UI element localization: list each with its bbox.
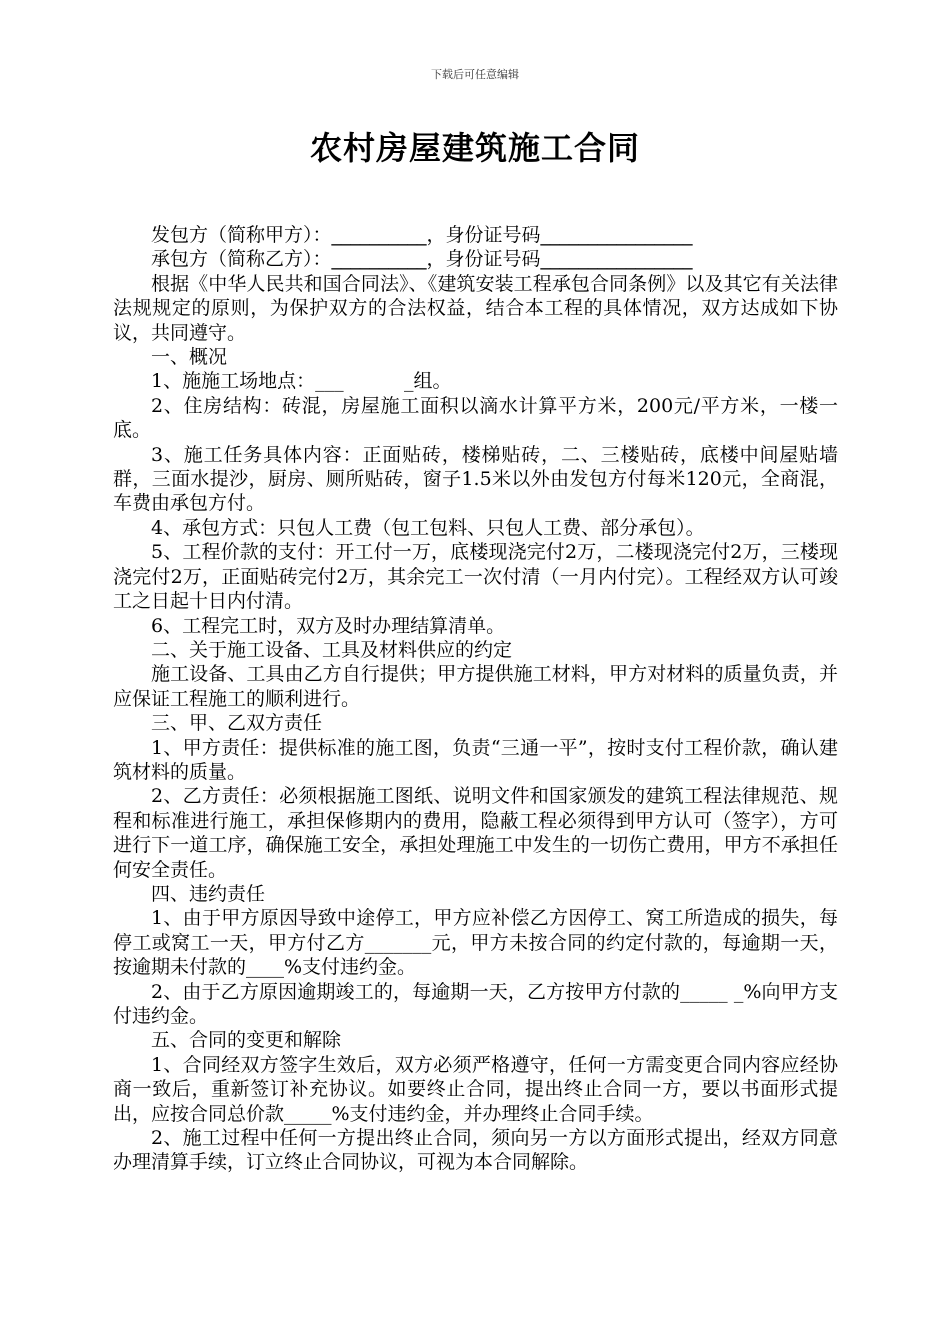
section-heading: 二、关于施工设备、工具及材料供应的约定 xyxy=(151,638,513,661)
contract-paragraph: 2、住房结构：砖混，房屋施工面积以滴水计算平方米，200元/平方米，一楼一底。 xyxy=(113,394,838,442)
contract-paragraph: 1、合同经双方签字生效后，双方必须严格遵守，任何一方需变更合同内容应经协商一致后，重新签订补充协议。如要终止合同，提出终止合同一方，要以书面形式提出，应按合同总价款_____%支付违约金，并办理终止合同手续。 xyxy=(113,1053,838,1125)
header-note: 下载后可任意编辑 xyxy=(431,68,519,81)
contract-title: 农村房屋建筑施工合同 xyxy=(309,129,640,167)
party-line: 承包方（简称乙方）：__________，身份证号码________________ xyxy=(151,248,693,271)
contract-paragraph: 1、施施工场地点：___ _组。 xyxy=(151,370,452,393)
party-line: 发包方（简称甲方）：__________，身份证号码________________ xyxy=(151,224,693,246)
contract-paragraph: 施工设备、工具由乙方自行提供；甲方提供施工材料，甲方对材料的质量负责，并应保证工程施工的顺利进行。 xyxy=(113,663,838,710)
section-heading: 四、违约责任 xyxy=(151,882,266,905)
contract-paragraph: 5、工程价款的支付：开工付一万，底楼现浇完付2万，二楼现浇完付2万，三楼现浇完付2万，正面贴砖完付2万，其余完工一次付清（一月内付完）。工程经双方认可竣工之日起十日内付清。 xyxy=(113,541,838,613)
contract-paragraph: 根据《中华人民共和国合同法》、《建筑安装工程承包合同条例》以及其它有关法律法规规定的原则，为保护双方的合法权益，结合本工程的具体情况，双方达成如下协议，共同遵守。 xyxy=(113,272,838,344)
contract-paragraph: 1、由于甲方原因导致中途停工，甲方应补偿乙方因停工、窝工所造成的损失，每停工或窝工一天，甲方付乙方_______元，甲方未按合同的约定付款的，每逾期一天，按逾期未付款的____%支付违约金。 xyxy=(113,907,838,979)
contract-body xyxy=(113,223,838,1175)
contract-paragraph: 4、承包方式：只包人工费（包工包料、只包人工费、部分承包）。 xyxy=(151,516,705,539)
contract-paragraph: 2、乙方责任：必须根据施工图纸、说明文件和国家颁发的建筑工程法律规范、规程和标准进行施工，承担保修期内的费用，隐蔽工程必须得到甲方认可（签字），方可进行下一道工序，确保施工安全，承担处理施工中发生的一切伤亡费用，甲方不承担任何安全责任。 xyxy=(113,785,838,881)
contract-paragraph: 2、由于乙方原因逾期竣工的，每逾期一天，乙方按甲方付款的_____ _%向甲方支付违约金。 xyxy=(113,980,838,1027)
contract-paragraph: 3、施工任务具体内容：正面贴砖，楼梯贴砖，二、三楼贴砖，底楼中间屋贴墙群，三面水提沙，厨房、厕所贴砖，窗子1.5米以外由发包方付每米120元，全商混，车费由承包方付。 xyxy=(113,443,838,515)
contract-paragraph: 1、甲方责任：提供标准的施工图，负责“三通一平”，按时支付工程价款，确认建筑材料的质量。 xyxy=(113,736,838,783)
section-heading: 三、甲、乙双方责任 xyxy=(151,712,323,735)
section-heading: 一、概况 xyxy=(151,346,228,369)
contract-paragraph: 6、工程完工时，双方及时办理结算清单。 xyxy=(151,614,506,637)
section-heading: 五、合同的变更和解除 xyxy=(151,1029,342,1052)
contract-paragraph: 2、施工过程中任何一方提出终止合同，须向另一方以方面形式提出，经双方同意办理清算手续，订立终止合同协议，可视为本合同解除。 xyxy=(113,1127,838,1174)
